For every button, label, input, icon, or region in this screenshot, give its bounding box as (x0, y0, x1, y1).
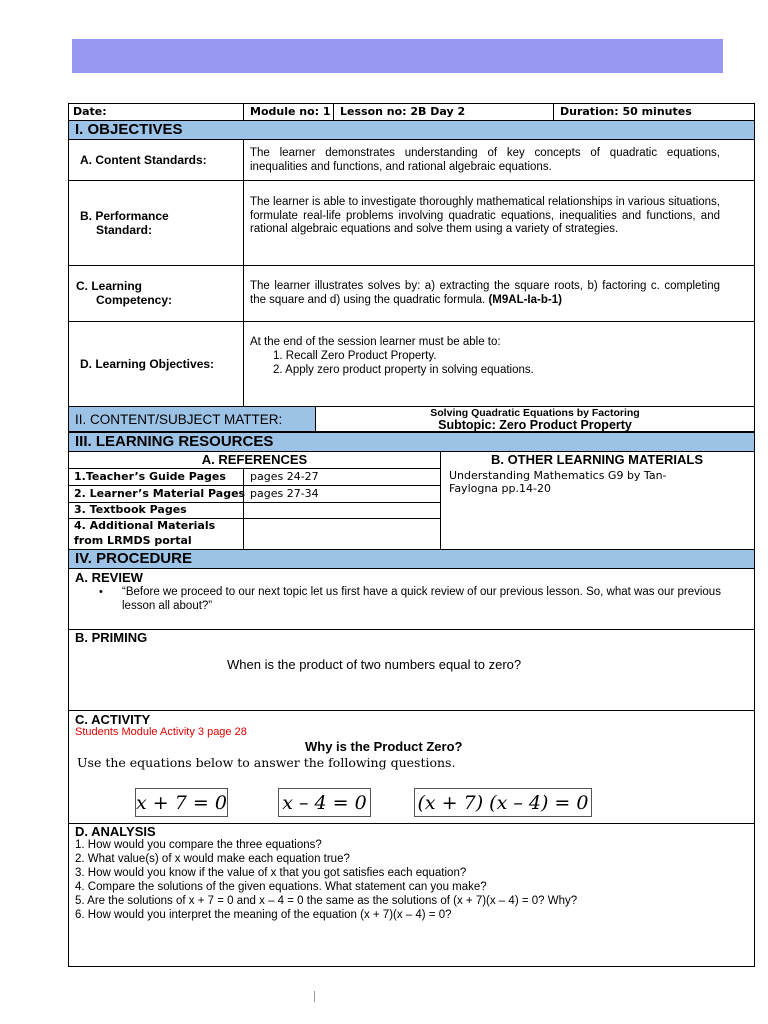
analysis-item: 4. Compare the solutions of the given equations. What statement can you make? (75, 881, 487, 893)
analysis-item: 2. What value(s) of x would make each equation true? (75, 853, 350, 865)
objectives-heading: I. OBJECTIVES (75, 121, 183, 138)
row-divider (69, 823, 754, 824)
content-subtopic: Subtopic: Zero Product Property (438, 418, 632, 432)
activity-reference: Students Module Activity 3 page 28 (75, 726, 247, 738)
equation-box: x – 4 = 0 (278, 788, 371, 817)
performance-label-1: B. Performance (80, 209, 169, 223)
content-row (69, 406, 754, 432)
content-standards-label: A. Content Standards: (80, 153, 207, 167)
activity-heading: C. ACTIVITY (75, 712, 151, 727)
content-standards-text: The learner demonstrates understanding of key concepts of quadratic equations, inequalities and functions, and rational algebraic equations. (250, 147, 720, 173)
analysis-item: 1. How would you compare the three equations? (75, 839, 322, 851)
row-divider (69, 468, 440, 469)
procedure-heading: IV. PROCEDURE (75, 550, 192, 567)
divider (440, 452, 441, 549)
equation-box: (x + 7) (x – 4) = 0 (414, 788, 592, 817)
competency-description: The learner illustrates solves by: a) extracting the square roots, b) factoring c. completing the square and d) using the quadratic formula. (250, 280, 720, 306)
analysis-item: 5. Are the solutions of x + 7 = 0 and x – 4 = 0 the same as the solutions of (x + 7)(x – 4) = 0? Why? (75, 895, 578, 907)
title-banner (72, 39, 723, 73)
module-label: Module no: 1 (250, 105, 331, 118)
duration-label: Duration: 50 minutes (560, 105, 692, 118)
row-divider (69, 321, 754, 322)
resource-value: pages 24-27 (250, 470, 319, 483)
row-divider (69, 265, 754, 266)
resource-label: 4. Additional Materials (74, 519, 216, 532)
procedure-heading-bar (69, 549, 754, 569)
resource-label: 1.Teacher’s Guide Pages (74, 470, 226, 483)
other-materials-text: Understanding Mathematics G9 by Tan-Faylogna pp.14-20 (449, 469, 667, 495)
content-heading-cell (69, 407, 316, 431)
row-divider (69, 710, 754, 711)
divider (243, 104, 244, 121)
text-cursor (314, 991, 315, 1002)
row-divider (69, 485, 440, 486)
resource-value: pages 27-34 (250, 487, 319, 500)
references-heading: A. REFERENCES (201, 452, 308, 467)
competency-text (250, 280, 720, 307)
resources-heading-bar (69, 432, 754, 452)
activity-instruction: Use the equations below to answer the following questions. (77, 755, 456, 770)
divider (243, 468, 244, 549)
bullet-icon: • (99, 586, 103, 598)
lesson-plan-document (68, 103, 755, 967)
analysis-item: 6. How would you interpret the meaning of the equation (x + 7)(x – 4) = 0? (75, 909, 452, 921)
learning-objectives-label: D. Learning Objectives: (80, 357, 215, 371)
resource-label: 3. Textbook Pages (74, 503, 187, 516)
performance-standard-text: The learner is able to investigate thoroughly mathematical relationships in various situations, formulate real-life problems involving quadratic equations, inequalities and functions, and rational algebraic equations and solve them using a variety of strategies. (250, 196, 720, 235)
competency-code: (M9AL-Ia-b-1) (488, 293, 562, 306)
learning-objectives-intro: At the end of the session learner must be able to: (250, 336, 501, 348)
row-divider (69, 180, 754, 181)
competency-label-2: Competency: (96, 293, 173, 307)
divider (333, 104, 334, 121)
objectives-heading-bar (69, 120, 754, 140)
learning-objective-item: 1. Recall Zero Product Property. (273, 350, 437, 362)
row-divider (69, 629, 754, 630)
priming-question: When is the product of two numbers equal to zero? (227, 657, 522, 672)
activity-title: Why is the Product Zero? (305, 739, 463, 754)
performance-label-2: Standard: (96, 223, 153, 237)
equation-box: x + 7 = 0 (135, 788, 228, 817)
resource-label: 2. Learner’s Material Pages (74, 487, 246, 500)
resource-label-line2: from LRMDS portal (74, 534, 192, 547)
content-topic: Solving Quadratic Equations by Factoring (430, 407, 640, 419)
review-text: “Before we proceed to our next topic let us first have a quick review of our previous lesson. So, what was our previous lesson all about?” (122, 586, 721, 612)
content-heading: II. CONTENT/SUBJECT MATTER: (75, 412, 283, 427)
other-materials-heading: B. OTHER LEARNING MATERIALS (490, 452, 704, 467)
date-label: Date: (73, 105, 107, 118)
resources-heading: III. LEARNING RESOURCES (75, 433, 274, 450)
analysis-item: 3. How would you know if the value of x that you got satisfies each equation? (75, 867, 467, 879)
learning-objective-item: 2. Apply zero product property in solving equations. (273, 364, 534, 376)
lesson-label: Lesson no: 2B Day 2 (340, 105, 466, 118)
priming-heading: B. PRIMING (75, 630, 148, 645)
analysis-heading: D. ANALYSIS (75, 824, 156, 839)
competency-label-1: C. Learning (76, 279, 143, 293)
divider (553, 104, 554, 121)
review-heading: A. REVIEW (75, 570, 143, 585)
